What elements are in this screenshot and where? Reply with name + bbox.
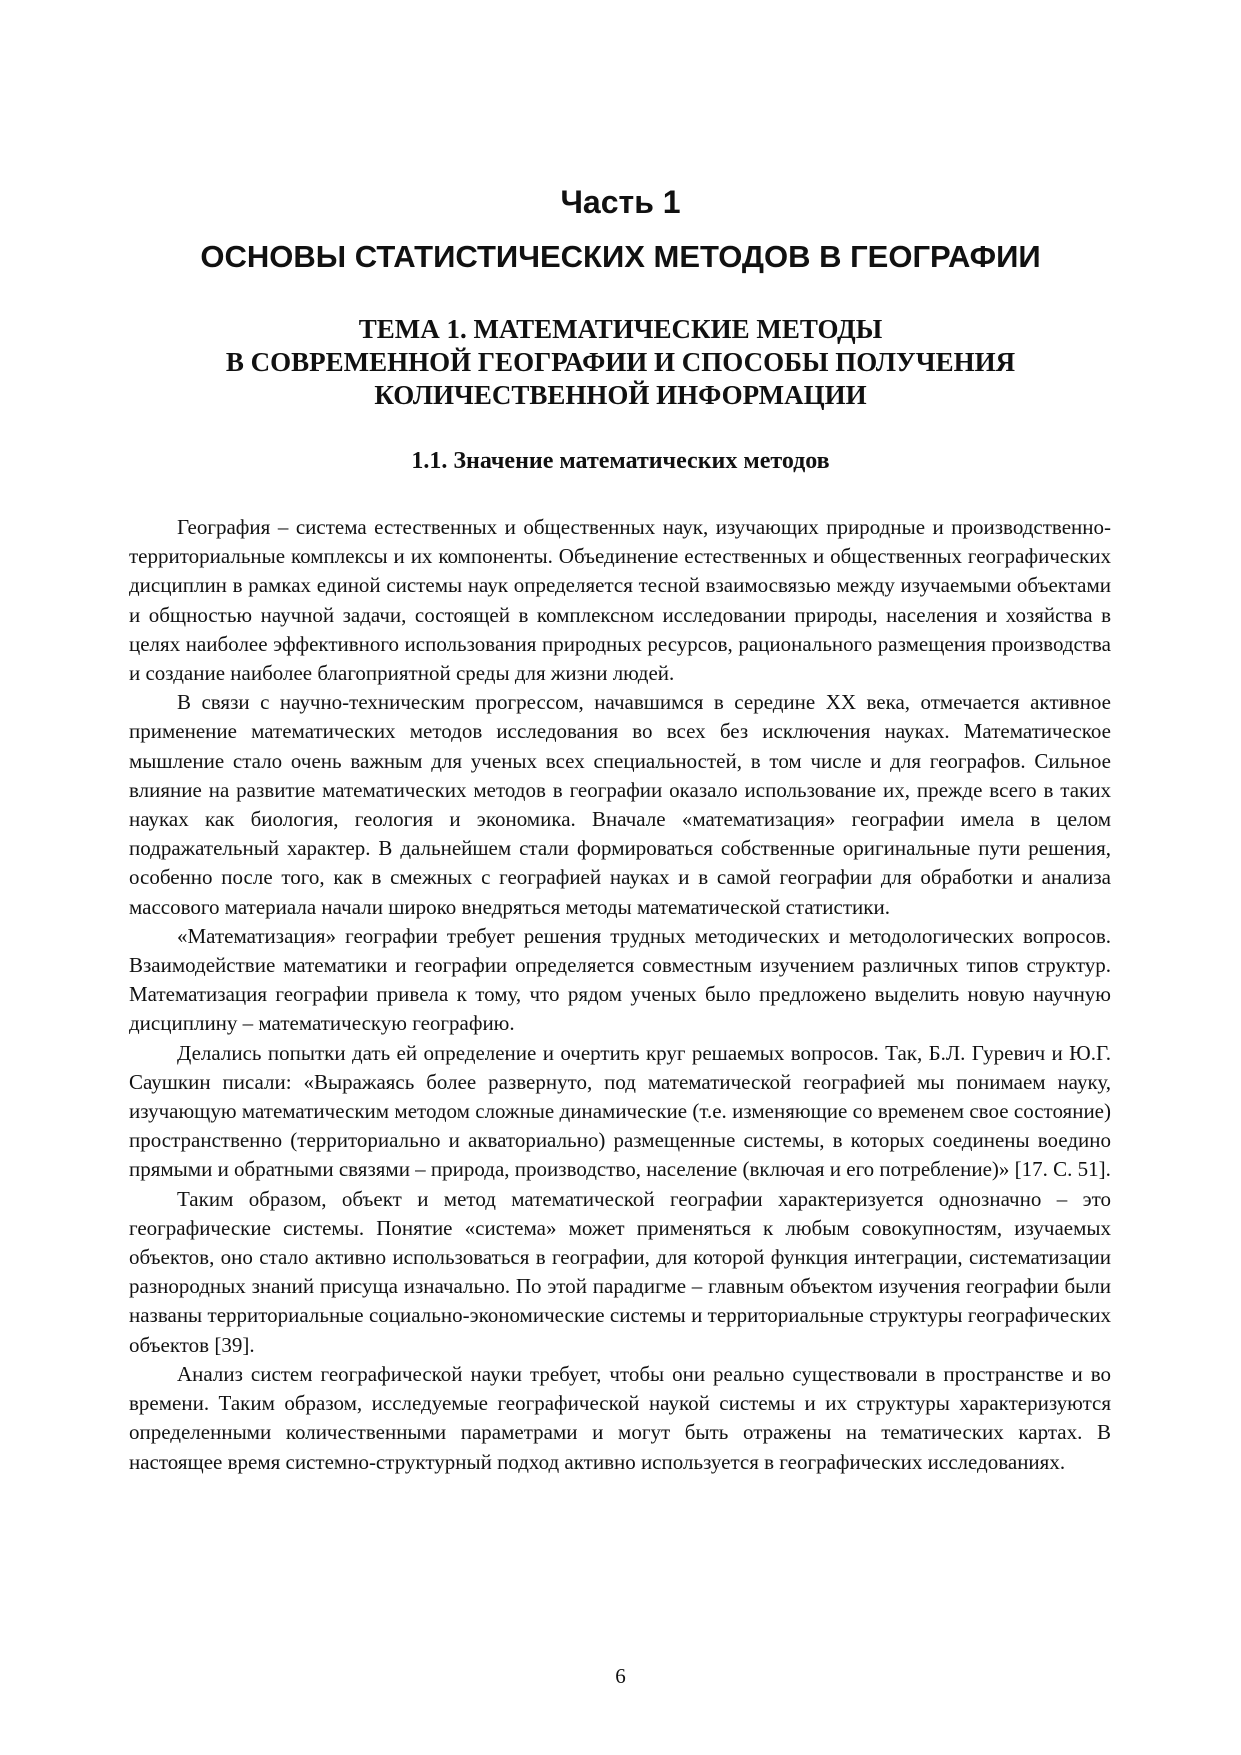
topic-title	[0, 313, 1241, 412]
paragraph: Делались попытки дать ей определение и очертить круг решаемых вопросов. Так, Б.Л. Гуревич и Ю.Г. Саушкин писали: «Выражаясь более развернуто, под математической географией мы понимаем науку, изучающую математическим методом сложные динамические (т.е. изменяющие со временем свое состояние) пространственно (территориально и акваториально) размещенные системы, в которых соединены воедино прямыми и обратными связями – природа, производство, население (включая и его потребление)» [17. С. 51].	[129, 1040, 1111, 1182]
part-label: Часть 1	[560, 184, 681, 220]
topic-title-line: В СОВРЕМЕННОЙ ГЕОГРАФИИ И СПОСОБЫ ПОЛУЧЕНИЯ	[225, 347, 1016, 377]
paragraph: География – система естественных и общественных наук, изучающих природные и производственно-территориальные комплексы и их компоненты. Объединение естественных и общественных географических дисциплин в рамках единой системы наук определяется тесной взаимосвязью между изучаемыми объектами и общностью научной задачи, состоящей в комплексном исследовании природы, населения и хозяйства в целях наиболее эффективного использования природных ресурсов, рационального размещения производства и создание наиболее благоприятной среды для жизни людей.	[129, 515, 1111, 686]
topic-title-line: КОЛИЧЕСТВЕННОЙ ИНФОРМАЦИИ	[374, 380, 867, 410]
paragraph: Анализ систем географической науки требует, чтобы они реально существовали в пространстве и во времени. Таким образом, исследуемые географической наукой системы и их структуры характеризуются определенными количественными параметрами и могут быть отражены на тематических картах. В настоящее время системно-структурный подход активно используется в географических исследованиях.	[129, 1361, 1111, 1474]
part-title: ОСНОВЫ СТАТИСТИЧЕСКИХ МЕТОДОВ В ГЕОГРАФИИ	[200, 239, 1041, 274]
paragraph: «Математизация» географии требует решения трудных методических и методологических вопросов. Взаимодействие математики и географии определяется совместным изучением различных типов структур. Математизация географии привела к тому, что рядом ученых было предложено выделить новую научную дисциплину – математическую географию.	[129, 923, 1111, 1036]
section-title: 1.1. Значение математических методов	[411, 448, 830, 474]
page-number: 6	[615, 1664, 626, 1688]
body-text	[129, 513, 1111, 1477]
topic-title-line: ТЕМА 1. МАТЕМАТИЧЕСКИЕ МЕТОДЫ	[358, 314, 883, 344]
paragraph: Таким образом, объект и метод математической географии характеризуется однозначно – это географические системы. Понятие «система» может применяться к любым совокупностям, изучаемых объектов, оно стало активно использоваться в географии, для которой функция интеграции, систематизации разнородных знаний присуща изначально. По этой парадигме – главным объектом изучения географии были названы территориальные социально-экономические системы и территориальные структуры географических объектов [39].	[129, 1186, 1111, 1357]
paragraph: В связи с научно-техническим прогрессом, начавшимся в середине XX века, отмечается активное применение математических методов исследования во всех без исключения науках. Математическое мышление стало очень важным для ученых всех специальностей, в том числе и для географов. Сильное влияние на развитие математических методов в географии оказало использование их, прежде всего в таких науках как биология, геология и экономика. Вначале «математизация» географии имела в целом подражательный характер. В дальнейшем стали формироваться собственные оригинальные пути решения, особенно после того, как в смежных с географией науках и в самой географии для обработки и анализа массового материала начали широко внедряться методы математической статистики.	[129, 690, 1111, 919]
